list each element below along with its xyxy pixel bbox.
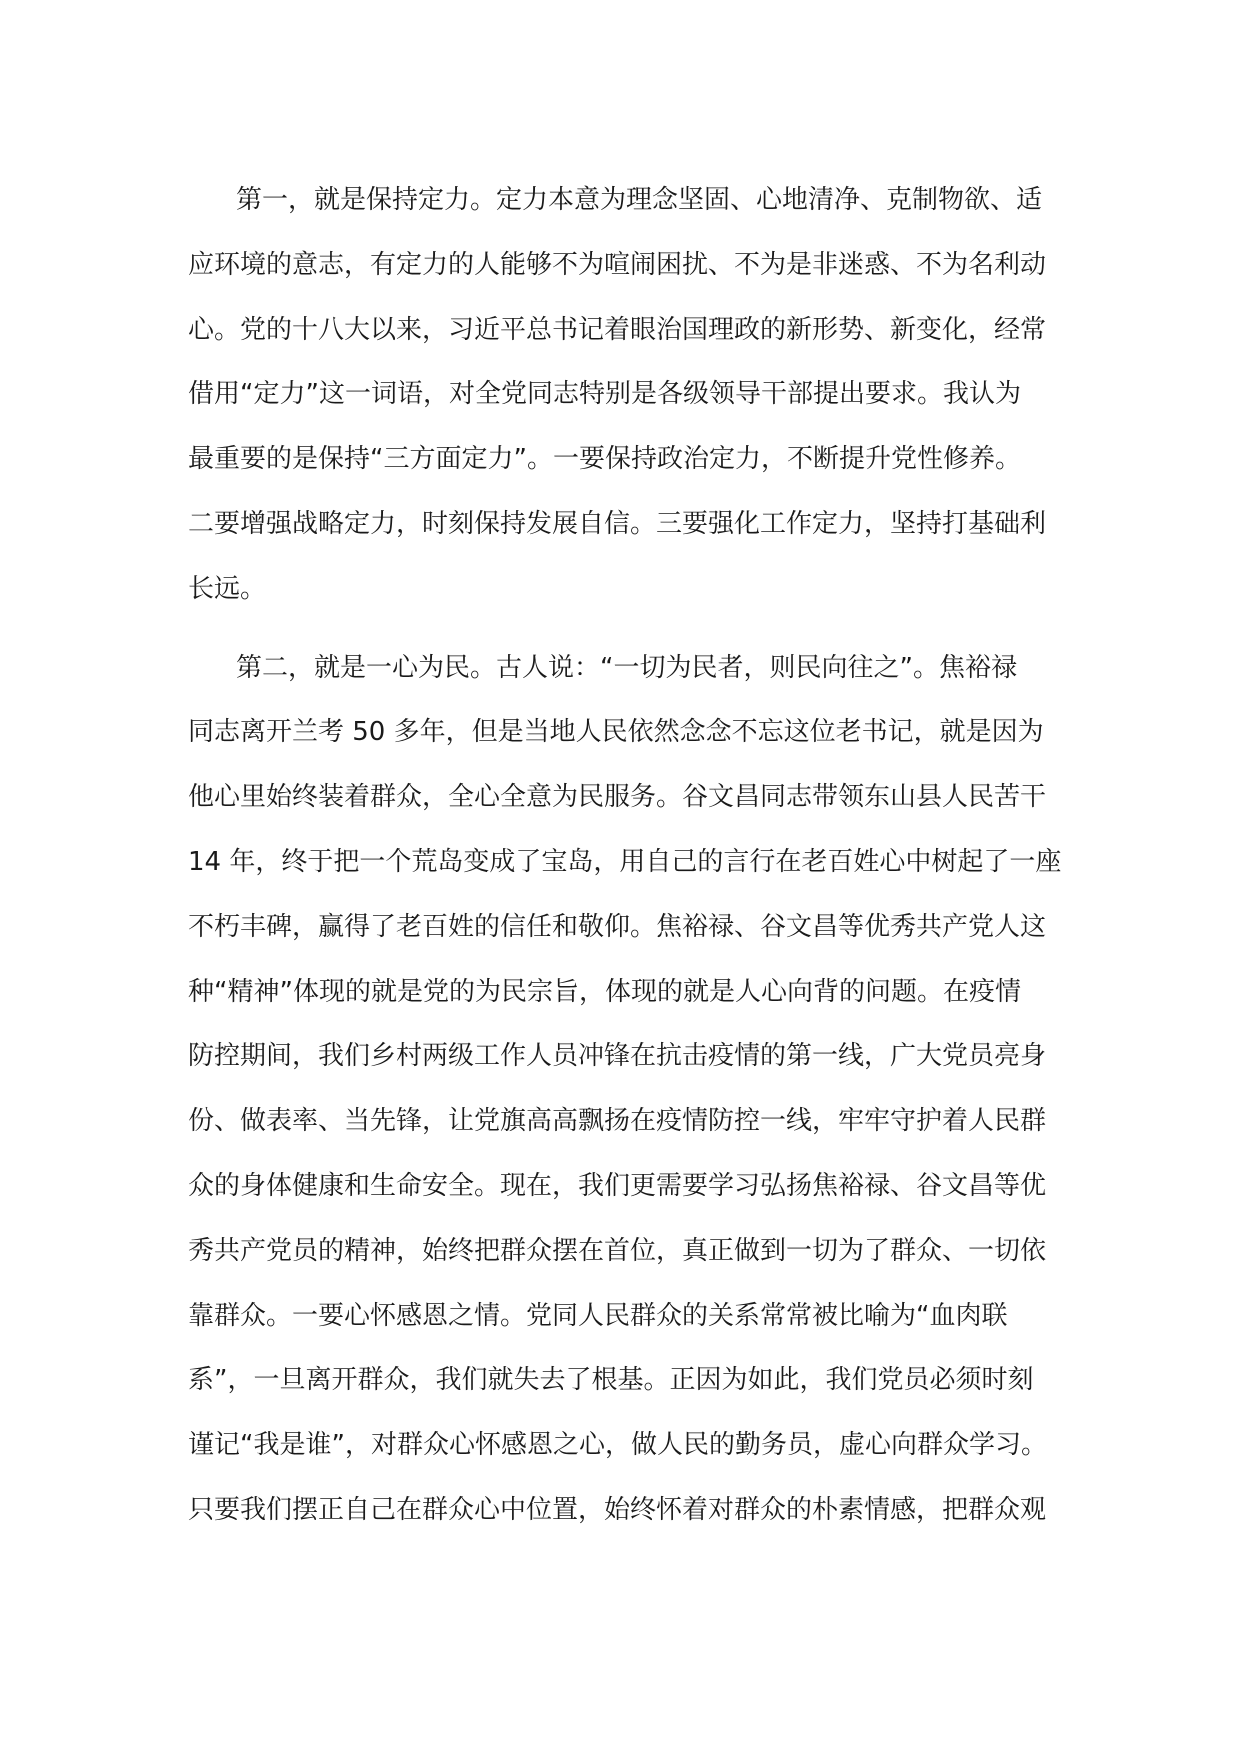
- text-line: 种“精神”体现的就是党的为民宗旨，体现的就是人心向背的问题。在疫情: [188, 976, 1021, 1007]
- text-line: 同志离开兰考 50 多年，但是当地人民依然念念不忘这位老书记，就是因为: [188, 717, 1044, 748]
- text-line: 靠群众。一要心怀感恩之情。党同人民群众的关系常常被比喻为“血肉联: [188, 1300, 1008, 1331]
- paragraph-second-for-people: [188, 636, 1062, 1543]
- text-line: 第一，就是保持定力。定力本意为理念坚固、心地清净、克制物欲、适: [236, 185, 1043, 215]
- paragraph-first-steadiness: [188, 168, 1054, 622]
- text-line: 借用“定力”这一词语，对全党同志特别是各级领导干部提出要求。我认为: [188, 379, 1021, 410]
- text-line: 众的身体健康和生命安全。现在，我们更需要学习弘扬焦裕禄、谷文昌等优: [188, 1170, 1047, 1201]
- text-line: 谨记“我是谁”，对群众心怀感恩之心，做人民的勤务员，虚心向群众学习。: [188, 1430, 1047, 1461]
- text-line: 他心里始终装着群众，全心全意为民服务。谷文昌同志带领东山县人民苦干: [188, 782, 1047, 813]
- text-line: 只要我们摆正自己在群众心中位置，始终怀着对群众的朴素情感，把群众观: [188, 1494, 1047, 1525]
- text-line: 应环境的意志，有定力的人能够不为喧闹困扰、不为是非迷惑、不为名利动: [188, 249, 1047, 280]
- text-line: 第二，就是一心为民。古人说：“一切为民者，则民向往之”。焦裕禄: [236, 652, 1017, 683]
- text-line: 份、做表率、当先锋，让党旗高高飘扬在疫情防控一线，牢牢守护着人民群: [188, 1106, 1047, 1137]
- text-line: 长远。: [188, 573, 267, 604]
- text-line: 心。党的十八大以来，习近平总书记着眼治国理政的新形势、新变化，经常: [188, 314, 1047, 345]
- text-line: 系”，一旦离开群众，我们就失去了根基。正因为如此，我们党员必须时刻: [188, 1365, 1034, 1396]
- text-line: 防控期间，我们乡村两级工作人员冲锋在抗击疫情的第一线，广大党员亮身: [188, 1041, 1047, 1072]
- text-line: 不朽丰碑，赢得了老百姓的信任和敬仰。焦裕禄、谷文昌等优秀共产党人这: [188, 911, 1047, 942]
- text-line: 秀共产党员的精神，始终把群众摆在首位，真正做到一切为了群众、一切依: [188, 1235, 1047, 1266]
- text-line: 最重要的是保持“三方面定力”。一要保持政治定力，不断提升党性修养。: [188, 444, 1021, 475]
- document-body: [188, 168, 1062, 1543]
- text-line: 14 年，终于把一个荒岛变成了宝岛，用自己的言行在老百姓心中树起了一座: [188, 846, 1062, 877]
- text-line: 二要增强战略定力，时刻保持发展自信。三要强化工作定力，坚持打基础利: [188, 508, 1047, 539]
